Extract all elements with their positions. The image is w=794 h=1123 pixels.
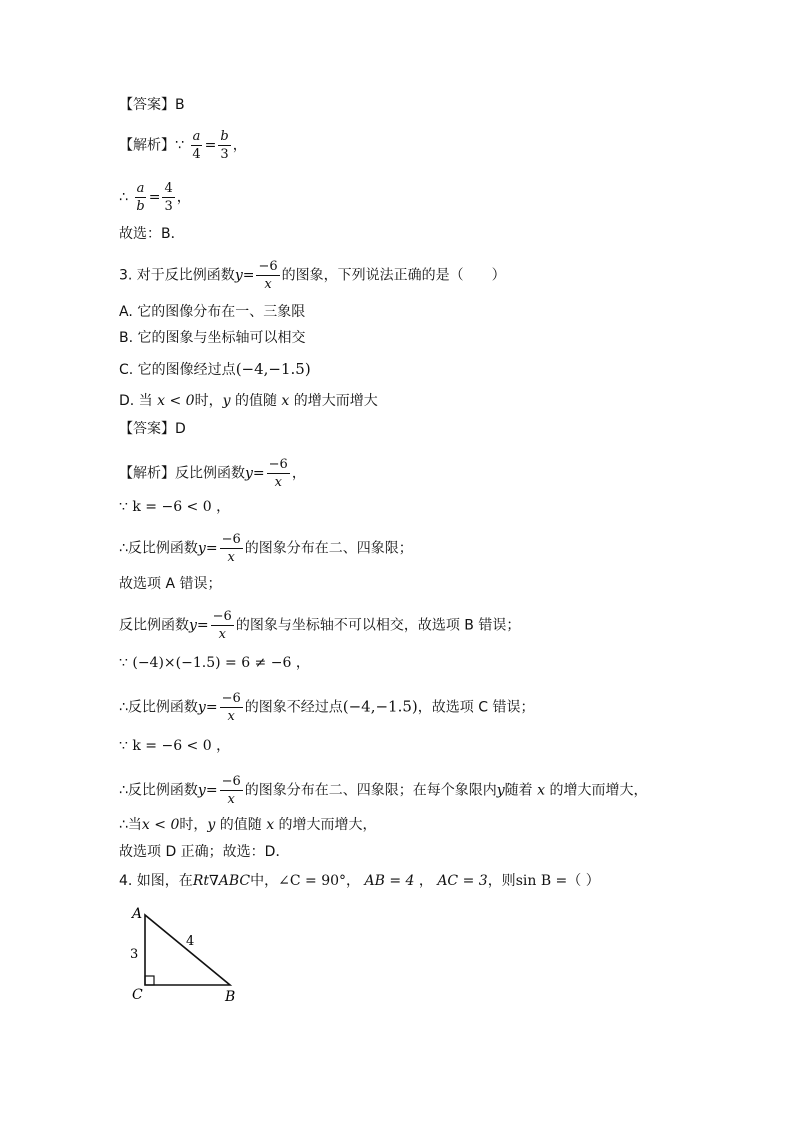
fraction: $\frac{4}{3}$ xyxy=(164,181,173,214)
fraction: $\frac{-6}{x}$ xyxy=(258,259,278,292)
side-ab-label: 4 xyxy=(186,934,195,949)
analysis-line: ∴反比例函数y= $\frac{-6}{x}$ 的图象不经过点(−4,−1.5)，故选项 C 错误； xyxy=(119,691,535,724)
analysis-line: 【解析】∵ $\frac{a}{4}$ = $\frac{b}{3}$ ， xyxy=(119,129,247,162)
analysis-line: ∵ (−4)×(−1.5) = 6 ≠ −6 ， xyxy=(119,655,310,671)
fraction: $\frac{a}{b}$ xyxy=(136,181,145,214)
vertex-a-label: A xyxy=(132,906,143,922)
option-a: A. 它的图像分布在一、三象限 xyxy=(119,304,306,320)
analysis-line: ∴反比例函数y= $\frac{-6}{x}$ 的图象分布在二、四象限；在每个象限内y随着 x 的增大而增大， xyxy=(119,774,648,807)
vertex-c-label: C xyxy=(132,987,143,1003)
fraction: $\frac{-6}{x}$ xyxy=(221,532,241,565)
triangle-shape xyxy=(145,915,230,985)
right-angle-mark xyxy=(145,976,154,985)
analysis-line: ∵ k = −6 < 0 ， xyxy=(119,499,231,515)
analysis-line: 故选项 A 错误； xyxy=(119,576,222,592)
analysis-line: ∴反比例函数y= $\frac{-6}{x}$ 的图象分布在二、四象限； xyxy=(119,532,413,565)
analysis-line: 故选项 D 正确；故选：D． xyxy=(119,844,290,860)
fraction: $\frac{-6}{x}$ xyxy=(212,609,232,642)
fraction: $\frac{-6}{x}$ xyxy=(221,774,241,807)
analysis-line: ∵ k = −6 < 0 ， xyxy=(119,738,231,754)
fraction: $\frac{a}{4}$ xyxy=(192,129,201,162)
answer-line: 【答案】B xyxy=(119,97,185,113)
vertex-b-label: B xyxy=(225,989,236,1005)
analysis-line: ∴当x < 0时，y 的值随 x 的增大而增大， xyxy=(119,817,377,833)
analysis-line: ∴ $\frac{a}{b}$ = $\frac{4}{3}$ ， xyxy=(119,181,191,214)
conclusion-line: 故选：B． xyxy=(119,226,185,242)
question-stem: 3. 对于反比例函数y= $\frac{-6}{x}$ 的图象，下列说法正确的是（ ） xyxy=(119,259,506,292)
fraction: $\frac{-6}{x}$ xyxy=(221,691,241,724)
side-ac-label: 3 xyxy=(130,947,139,962)
analysis-line: 【解析】反比例函数y= $\frac{-6}{x}$ ， xyxy=(119,457,306,490)
fraction: $\frac{-6}{x}$ xyxy=(268,457,288,490)
option-d: D. 当 x < 0时，y 的值随 x 的增大而增大 xyxy=(119,393,378,409)
analysis-line: 反比例函数y= $\frac{-6}{x}$ 的图象与坐标轴不可以相交，故选项 B 错误； xyxy=(119,609,521,642)
triangle-figure xyxy=(120,900,250,1010)
fraction: $\frac{b}{3}$ xyxy=(220,129,229,162)
option-b: B. 它的图象与坐标轴可以相交 xyxy=(119,330,306,346)
option-c: C. 它的图像经过点(−4,−1.5) xyxy=(119,360,311,378)
answer-line: 【答案】D xyxy=(119,421,186,437)
question-stem: 4. 如图，在Rt∇ABC中，∠C = 90°， AB = 4 ， AC = 3，则sin B =（ ） xyxy=(119,873,600,889)
